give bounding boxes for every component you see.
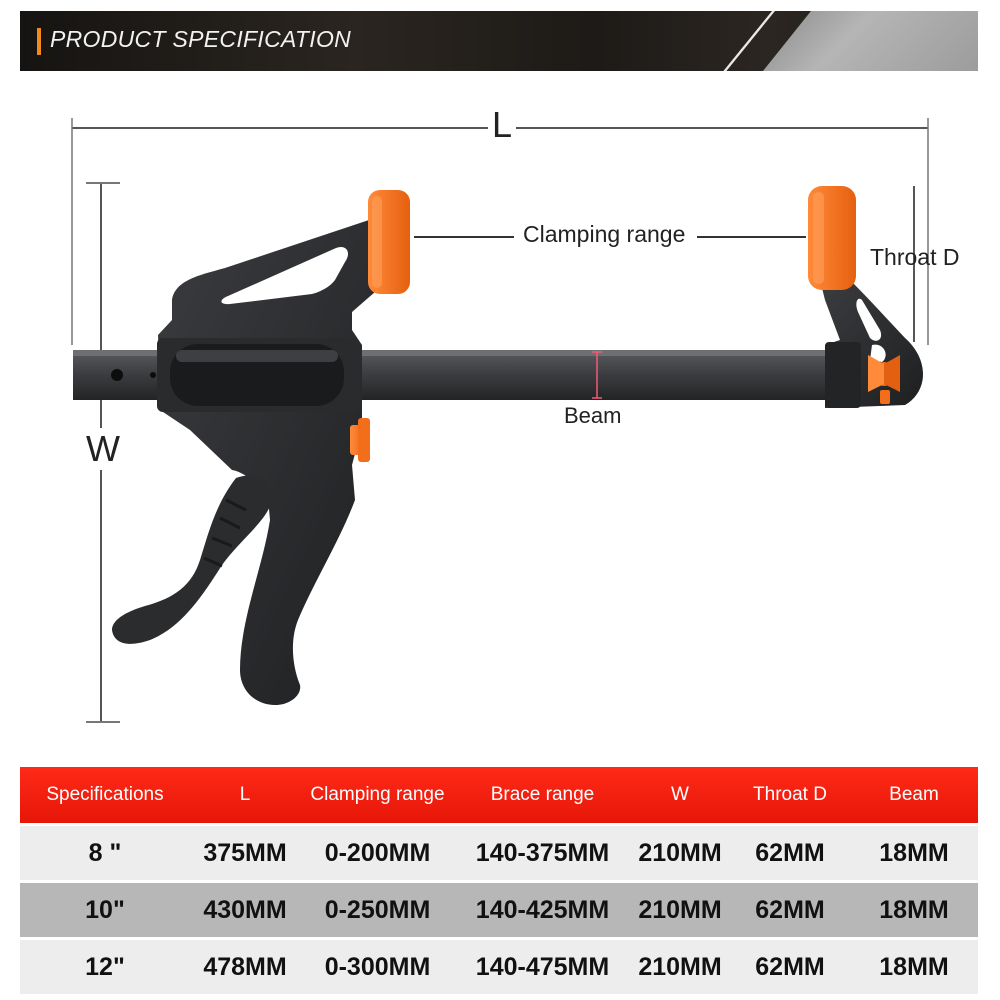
- right-jaw-pad: [808, 186, 856, 290]
- table-cell: 0-300MM: [300, 940, 455, 994]
- header-title: PRODUCT SPECIFICATION: [50, 26, 352, 52]
- table-cell: 0-250MM: [300, 883, 455, 937]
- table-cell: 210MM: [630, 940, 730, 994]
- table-cell: 62MM: [730, 883, 850, 937]
- table-cell: 8 ": [20, 826, 190, 880]
- beam-label: Beam: [564, 403, 622, 428]
- table-header-row: [20, 767, 978, 823]
- throat-label: Throat D: [870, 244, 960, 270]
- column-header: Throat D: [730, 767, 850, 823]
- specification-table: [20, 764, 978, 997]
- column-header: Beam: [850, 767, 978, 823]
- table-cell: 62MM: [730, 940, 850, 994]
- column-header: L: [190, 767, 300, 823]
- table-row: [20, 883, 978, 937]
- table-cell: 18MM: [850, 940, 978, 994]
- table-cell: 375MM: [190, 826, 300, 880]
- table-cell: 12": [20, 940, 190, 994]
- column-header: Specifications: [20, 767, 190, 823]
- table-cell: 140-375MM: [455, 826, 630, 880]
- table-cell: 18MM: [850, 883, 978, 937]
- clamping-range-label: Clamping range: [518, 221, 690, 248]
- left-jaw-pad: [368, 190, 410, 294]
- table-cell: 0-200MM: [300, 826, 455, 880]
- width-label: W: [86, 428, 120, 469]
- table-cell: 430MM: [190, 883, 300, 937]
- clamp-handle-body: [157, 218, 385, 705]
- table-row: [20, 826, 978, 880]
- column-header: Clamping range: [300, 767, 455, 823]
- table-cell: 18MM: [850, 826, 978, 880]
- table-cell: 210MM: [630, 826, 730, 880]
- table-cell: 210MM: [630, 883, 730, 937]
- table-cell: 62MM: [730, 826, 850, 880]
- length-label: L: [488, 104, 516, 146]
- table-cell: 478MM: [190, 940, 300, 994]
- table-cell: 10": [20, 883, 190, 937]
- column-header: W: [630, 767, 730, 823]
- table-row: [20, 940, 978, 994]
- column-header: Brace range: [455, 767, 630, 823]
- table-cell: 140-475MM: [455, 940, 630, 994]
- table-cell: 140-425MM: [455, 883, 630, 937]
